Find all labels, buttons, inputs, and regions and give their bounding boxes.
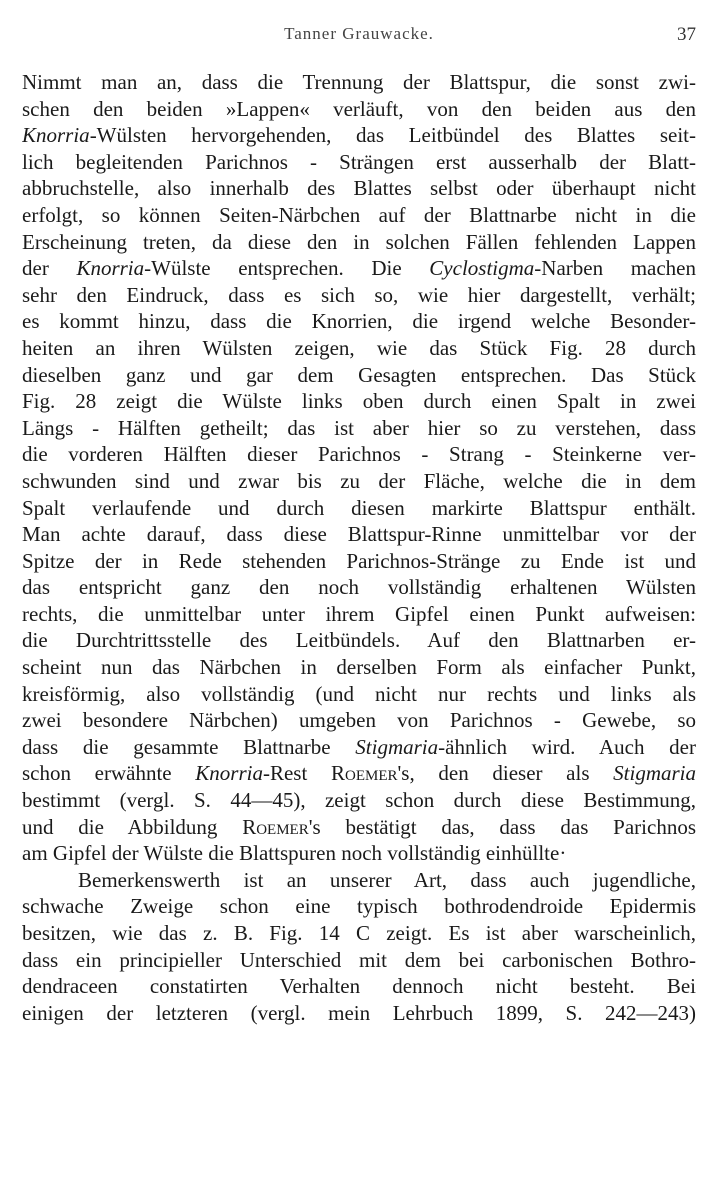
text-line: es kommt hinzu, dass die Knorrien, die irgend welche Besonder- <box>22 309 696 334</box>
text-line <box>22 814 696 841</box>
text-run: dass die gesammte Blattnarbe <box>22 734 356 759</box>
text-line: Bemerkenswerth ist an unserer Art, dass auch jugendliche, <box>78 867 696 892</box>
text-line: schwunden sind und zwar bis zu der Fläche, welche die in dem <box>22 468 696 493</box>
text-line: erfolgt, so können Seiten-Närbchen auf der Blattnarbe nicht in die <box>22 202 696 227</box>
text-line: lich begleitenden Parichnos - Strängen erst ausserhalb der Blatt- <box>22 149 696 174</box>
text-run: -Rest <box>262 761 331 786</box>
text-line <box>22 255 696 282</box>
text-run: 's bestätigt das, dass das Parichnos <box>308 814 696 839</box>
text-run: und die Abbildung <box>22 814 243 839</box>
text-line: Fig. 28 zeigt die Wülste links oben durch einen Spalt in zwei <box>22 389 696 414</box>
text-line: scheint nun das Närbchen in derselben Form als einfacher Punkt, <box>22 655 696 680</box>
text-run: -Narben machen <box>534 256 696 281</box>
text-line <box>22 122 696 149</box>
text-line: Erscheinung treten, da diese den in solchen Fällen fehlenden Lappen <box>22 229 696 254</box>
page-header <box>22 24 696 48</box>
taxon-name: Stigmaria <box>613 761 696 786</box>
taxon-name: Knorria <box>22 123 90 148</box>
text-line: Man achte darauf, dass diese Blattspur-Rinne unmittelbar vor der <box>22 522 696 547</box>
text-line: abbruchstelle, also innerhalb des Blattes selbst oder überhaupt nicht <box>22 176 696 201</box>
text-line: zwei besondere Närbchen) umgeben von Parichnos - Gewebe, so <box>22 708 696 733</box>
text-line: Spalt verlaufende und durch diesen markirte Blattspur enthält. <box>22 495 696 520</box>
text-run: -Wülste entsprechen. Die <box>144 256 430 281</box>
text-line: rechts, die unmittelbar unter ihrem Gipfel einen Punkt aufweisen: <box>22 601 696 626</box>
text-line <box>22 760 696 787</box>
text-line: dieselben ganz und gar dem Gesagten entsprechen. Das Stück <box>22 362 696 387</box>
text-line: besitzen, wie das z. B. Fig. 14 C zeigt. Es ist aber warscheinlich, <box>22 921 696 945</box>
body-text <box>22 69 696 1026</box>
running-head: Tanner Grauwacke. <box>284 24 434 43</box>
text-line: dendraceen constatirten Verhalten dennoch nicht besteht. Bei <box>22 974 696 999</box>
author-name: Roemer <box>242 814 309 839</box>
text-line: Spitze der in Rede stehenden Parichnos-Stränge zu Ende ist und <box>22 548 696 573</box>
text-line: einigen der letzteren (vergl. mein Lehrbuch 1899, S. 242—243) <box>22 1000 696 1025</box>
text-line: die Durchtrittsstelle des Leitbündels. Auf den Blattnarben er- <box>22 628 696 653</box>
text-line: sehr den Eindruck, dass es sich so, wie hier dargestellt, verhält; <box>22 282 696 307</box>
text-line: dass ein principieller Unterschied mit dem bei carbonischen Bothro- <box>22 947 696 972</box>
text-run: -Wülsten hervorgehenden, das Leitbündel des Blattes seit- <box>89 123 696 148</box>
text-line: Nimmt man an, dass die Trennung der Blattspur, die sonst zwi- <box>22 70 696 94</box>
taxon-name: Stigmaria <box>355 734 439 759</box>
text-line: kreisförmig, also vollständig (und nicht nur rechts und links als <box>22 681 696 706</box>
text-run: -ähnlich wird. Auch der <box>438 734 696 759</box>
text-line: Längs - Hälften getheilt; das ist aber hier so zu verstehen, dass <box>22 415 696 440</box>
text-line <box>22 734 696 761</box>
text-run: 's, den dieser als <box>397 761 614 786</box>
author-name: Roemer <box>330 761 398 786</box>
text-run: schon erwähnte <box>22 761 196 786</box>
text-line: bestimmt (vergl. S. 44—45), zeigt schon durch diese Bestimmung, <box>22 788 696 813</box>
text-line: das entspricht ganz den noch vollständig erhaltenen Wülsten <box>22 575 696 600</box>
text-line: schen den beiden »Lappen« verläuft, von den beiden aus den <box>22 96 696 121</box>
taxon-name: Knorria <box>76 256 145 281</box>
text-line: am Gipfel der Wülste die Blattspuren noch vollständig einhüllte· <box>22 841 567 866</box>
text-line: die vorderen Hälften dieser Parichnos - Strang - Steinkerne ver- <box>22 442 696 467</box>
text-line: schwache Zweige schon eine typisch bothrodendroide Epidermis <box>22 894 696 919</box>
taxon-name: Cyclostigma <box>429 256 535 281</box>
text-run: der <box>22 256 77 281</box>
taxon-name: Knorria <box>195 761 263 786</box>
page-number: 37 <box>677 24 696 45</box>
text-line: heiten an ihren Wülsten zeigen, wie das Stück Fig. 28 durch <box>22 335 696 360</box>
